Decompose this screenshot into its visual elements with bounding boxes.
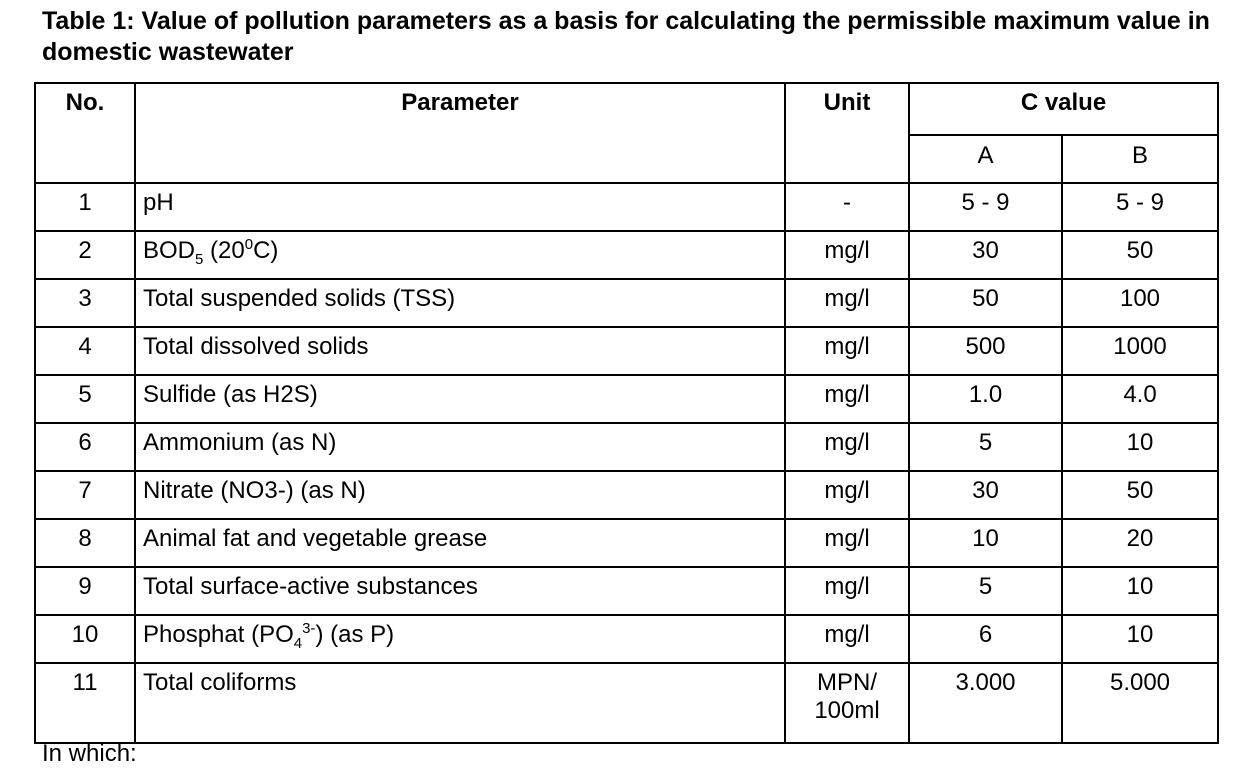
row-no: 7 bbox=[35, 471, 135, 519]
row-parameter: Total surface-active substances bbox=[135, 567, 785, 615]
row-no: 4 bbox=[35, 327, 135, 375]
param-subscript: 5 bbox=[195, 250, 204, 268]
row-value-b: 10 bbox=[1062, 615, 1218, 663]
table-row bbox=[35, 423, 1218, 471]
table-row bbox=[35, 663, 1218, 743]
param-text: C) bbox=[253, 237, 279, 264]
table-row bbox=[35, 183, 1218, 231]
row-unit: mg/l bbox=[785, 231, 909, 279]
row-unit: mg/l bbox=[785, 615, 909, 663]
param-text: ) (as P) bbox=[315, 621, 395, 648]
row-parameter: Ammonium (as N) bbox=[135, 423, 785, 471]
row-no: 11 bbox=[35, 663, 135, 743]
row-value-b: 5 - 9 bbox=[1062, 183, 1218, 231]
param-text: BOD bbox=[143, 237, 196, 264]
row-no: 10 bbox=[35, 615, 135, 663]
row-unit: mg/l bbox=[785, 327, 909, 375]
row-value-a: 50 bbox=[909, 279, 1062, 327]
unit-line: 100ml bbox=[814, 697, 880, 724]
row-no: 6 bbox=[35, 423, 135, 471]
row-value-b: 4.0 bbox=[1062, 375, 1218, 423]
param-superscript: 3- bbox=[302, 620, 316, 637]
row-value-b: 50 bbox=[1062, 471, 1218, 519]
header-c-value: C value bbox=[909, 83, 1218, 135]
row-parameter: Nitrate (NO3-) (as N) bbox=[135, 471, 785, 519]
pollution-parameters-table bbox=[34, 82, 1219, 744]
row-value-a: 500 bbox=[909, 327, 1062, 375]
header-parameter: Parameter bbox=[135, 83, 785, 183]
row-unit: mg/l bbox=[785, 279, 909, 327]
table-header-row bbox=[35, 83, 1218, 135]
row-parameter: Sulfide (as H2S) bbox=[135, 375, 785, 423]
row-parameter: pH bbox=[135, 183, 785, 231]
param-text: Phosphat (PO bbox=[143, 621, 294, 648]
header-unit: Unit bbox=[785, 83, 909, 183]
table-row bbox=[35, 519, 1218, 567]
footer-text: In which: bbox=[42, 740, 137, 767]
row-value-a: 5 bbox=[909, 423, 1062, 471]
row-no: 8 bbox=[35, 519, 135, 567]
row-value-a: 10 bbox=[909, 519, 1062, 567]
row-parameter: Total suspended solids (TSS) bbox=[135, 279, 785, 327]
row-value-b: 1000 bbox=[1062, 327, 1218, 375]
param-text: (20 bbox=[203, 237, 245, 264]
table-row bbox=[35, 327, 1218, 375]
row-value-a: 30 bbox=[909, 231, 1062, 279]
row-value-b: 10 bbox=[1062, 423, 1218, 471]
table-row bbox=[35, 279, 1218, 327]
table-row bbox=[35, 615, 1218, 663]
row-parameter: Total dissolved solids bbox=[135, 327, 785, 375]
row-no: 5 bbox=[35, 375, 135, 423]
table-row bbox=[35, 567, 1218, 615]
row-unit: - bbox=[785, 183, 909, 231]
row-parameter bbox=[135, 615, 785, 663]
row-unit: mg/l bbox=[785, 519, 909, 567]
row-value-b: 100 bbox=[1062, 279, 1218, 327]
row-value-b: 10 bbox=[1062, 567, 1218, 615]
row-parameter bbox=[135, 231, 785, 279]
row-unit: mg/l bbox=[785, 375, 909, 423]
row-value-b: 5.000 bbox=[1062, 663, 1218, 743]
row-value-b: 20 bbox=[1062, 519, 1218, 567]
row-no: 2 bbox=[35, 231, 135, 279]
row-unit: mg/l bbox=[785, 567, 909, 615]
row-unit: mg/l bbox=[785, 471, 909, 519]
table-row bbox=[35, 375, 1218, 423]
header-b: B bbox=[1062, 135, 1218, 183]
row-unit bbox=[785, 663, 909, 743]
param-subscript: 4 bbox=[293, 634, 303, 652]
row-value-a: 3.000 bbox=[909, 663, 1062, 743]
row-value-a: 6 bbox=[909, 615, 1062, 663]
row-no: 1 bbox=[35, 183, 135, 231]
header-a: A bbox=[909, 135, 1062, 183]
param-superscript: 0 bbox=[244, 236, 254, 253]
row-parameter: Animal fat and vegetable grease bbox=[135, 519, 785, 567]
row-no: 9 bbox=[35, 567, 135, 615]
row-value-b: 50 bbox=[1062, 231, 1218, 279]
row-value-a: 5 bbox=[909, 567, 1062, 615]
table-row bbox=[35, 231, 1218, 279]
unit-line: MPN/ bbox=[817, 669, 877, 696]
table-caption: Table 1: Value of pollution parameters as a basis for calculating the permissible maximum value in domestic wastewater bbox=[42, 7, 1210, 66]
table-row bbox=[35, 471, 1218, 519]
row-value-a: 30 bbox=[909, 471, 1062, 519]
row-unit: mg/l bbox=[785, 423, 909, 471]
header-no: No. bbox=[35, 83, 135, 183]
row-value-a: 1.0 bbox=[909, 375, 1062, 423]
row-value-a: 5 - 9 bbox=[909, 183, 1062, 231]
row-parameter: Total coliforms bbox=[135, 663, 785, 743]
row-no: 3 bbox=[35, 279, 135, 327]
